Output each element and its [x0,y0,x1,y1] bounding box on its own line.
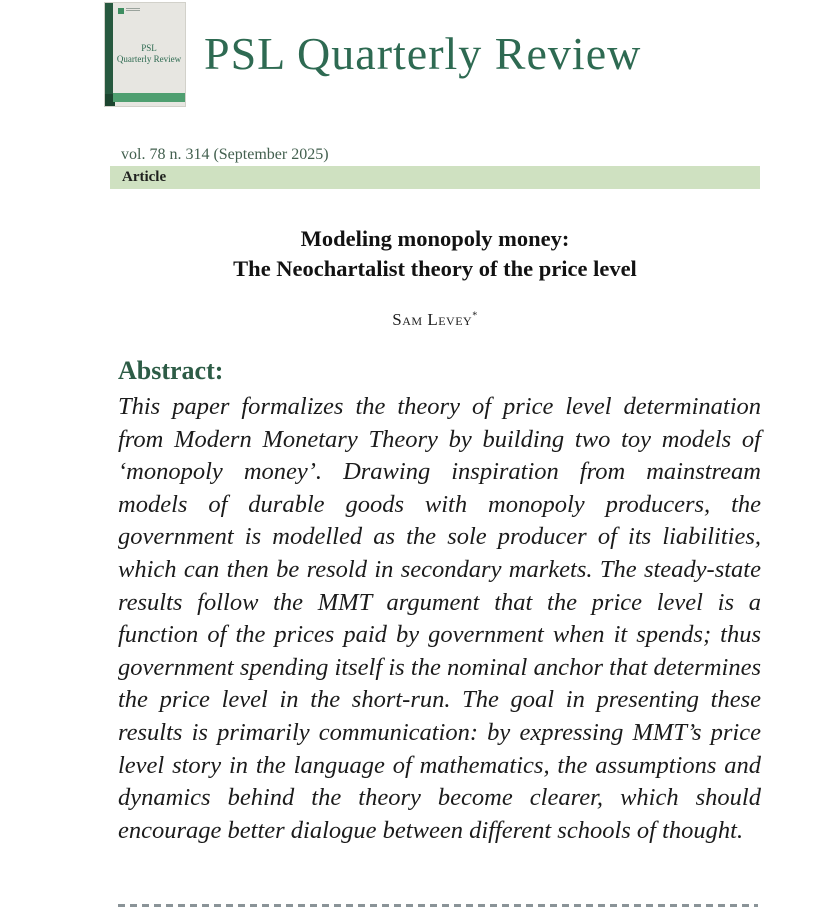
cover-title-line2: Quarterly Review [116,54,182,64]
author-name: Sam Levey [392,310,473,329]
issue-info: vol. 78 n. 314 (September 2025) [121,146,329,163]
publisher-logo-text-lines [126,8,140,12]
journal-cover-thumbnail [104,2,186,107]
author-line [110,310,760,330]
article-title [110,224,760,284]
journal-name: PSL Quarterly Review [204,28,642,79]
abstract-heading: Abstract: [118,356,224,385]
section-label: Article [122,169,167,185]
section-banner [110,166,760,189]
cover-title-line1: PSL [141,43,157,53]
publisher-logo-square-icon [118,8,124,14]
publisher-logo-icon [118,8,140,14]
cover-green-band [113,93,185,102]
author-footnote-marker: * [472,310,478,322]
cover-journal-title [113,43,185,65]
article-title-line2: The Neochartalist theory of the price level [233,256,637,281]
article-title-line1: Modeling monopoly money: [300,226,570,251]
cover-spine [105,3,113,106]
abstract-text: This paper formalizes the theory of price level determination from Modern Monetary Theory by building two toy models of ‘monopoly money’. Drawing inspiration from mainstream models of durable goods with monopoly producers, the government is modelled as the sole producer of its liabilities, which can then be resold in secondary markets. The steady-state results follow the MMT argument that the price level is a function of the prices paid by government when it spends; thus government spending itself is the nominal anchor that determines the price level in the short-run. The goal in presenting these results is primarily communication: by expressing MMT’s price level story in the language of mathematics, the assumptions and dynamics behind the theory become clearer, which should encourage better dialogue between different schools of thought. [118,393,761,844]
